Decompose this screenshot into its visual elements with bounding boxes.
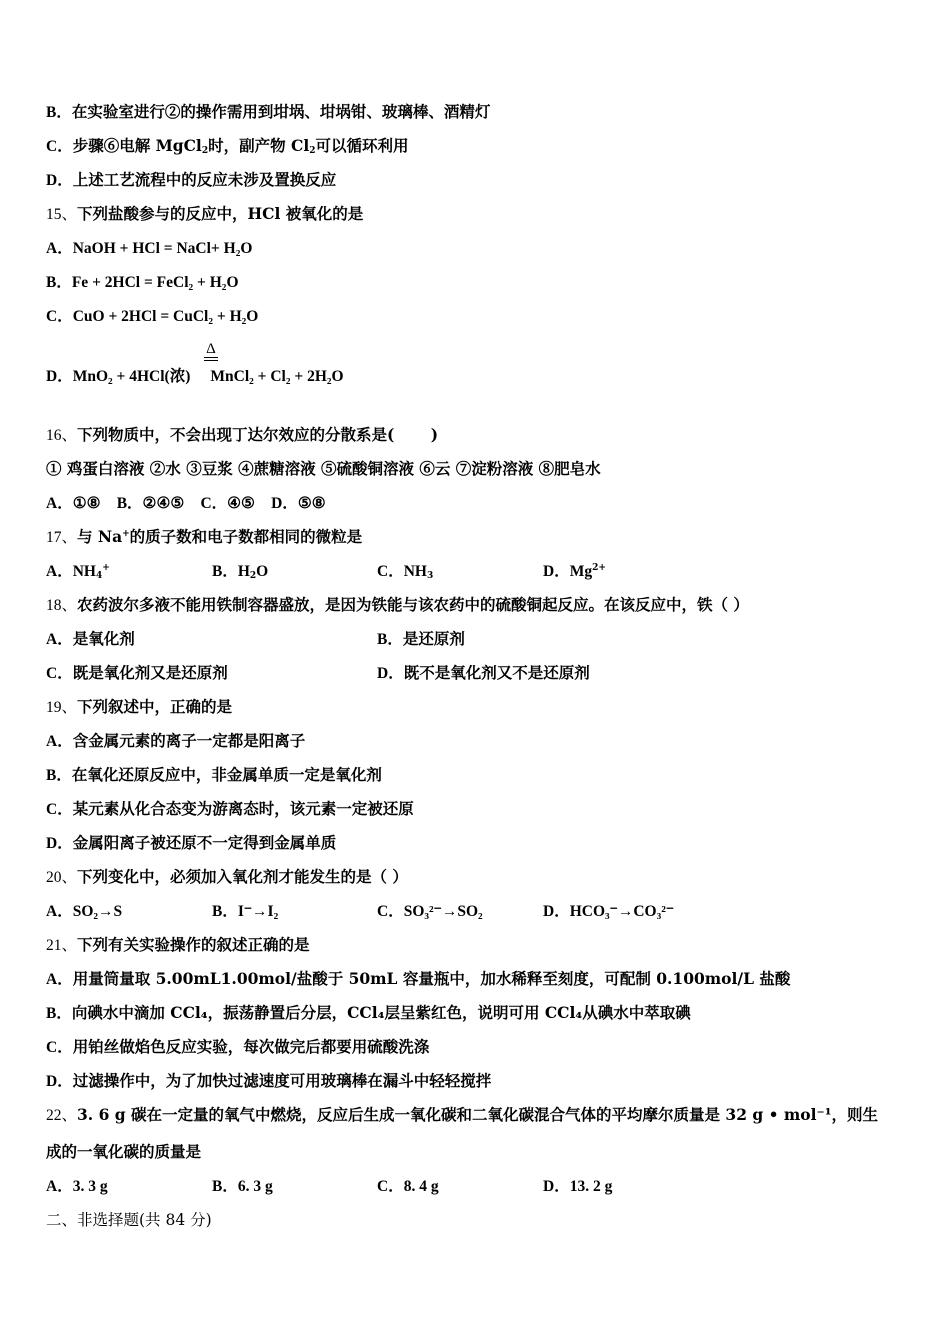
option-text: 3. 3 g — [72, 1178, 108, 1195]
section-heading — [46, 1210, 212, 1230]
q22-stem-line1 — [46, 1105, 878, 1126]
question-number: 17、 — [46, 529, 78, 546]
option-text: 步骤⑥电解 MgCl — [72, 136, 202, 155]
question-stem: 下列有关实验操作的叙述正确的是 — [77, 935, 310, 954]
question-number: 21、 — [46, 937, 78, 954]
q17-option-a — [46, 561, 110, 582]
q17-stem — [46, 527, 362, 548]
q18-option-c — [46, 663, 228, 684]
option-label: B． — [116, 495, 143, 512]
option-label: C． — [46, 665, 73, 682]
q18-stem — [46, 595, 749, 616]
q22-option-d — [543, 1176, 612, 1197]
q19-option-d — [46, 833, 336, 854]
option-text: 用量筒量取 5.00mL1.00mol/盐酸于 50mL 容量瓶中，加水稀释至刻度，可配制 0.100mol/L 盐酸 — [72, 969, 791, 988]
option-label: B． — [377, 631, 403, 648]
option-label: B． — [46, 274, 72, 291]
option-label: C． — [377, 1178, 404, 1195]
q15-option-a — [46, 238, 252, 259]
item-list: ① 鸡蛋白溶液 ②水 ③豆浆 ④蔗糖溶液 ⑤硫酸铜溶液 ⑥云 ⑦淀粉溶液 ⑧肥皂水 — [46, 459, 601, 478]
option-text: ⑤⑧ — [297, 493, 326, 512]
option-label: C． — [377, 563, 404, 580]
option-text: 在实验室进行②的操作需用到坩埚、坩埚钳、玻璃棒、酒精灯 — [71, 102, 491, 121]
q17-option-b — [212, 561, 268, 582]
option-label: D． — [543, 563, 570, 580]
option-text: 金属阳离子被还原不一定得到金属单质 — [72, 833, 337, 852]
q18-options-row2 — [46, 663, 906, 683]
q18-option-a — [46, 629, 135, 650]
option-label: A． — [46, 563, 73, 580]
option-label: A． — [46, 495, 73, 512]
q15-stem — [46, 204, 363, 225]
q22-option-a — [46, 1176, 108, 1197]
option-text: 过滤操作中，为了加快过滤速度可用玻璃棒在漏斗中轻轻搅拌 — [72, 1071, 492, 1090]
option-label: D． — [46, 835, 73, 852]
q14-option-d — [46, 170, 336, 191]
option-text: 13. 2 g — [569, 1178, 613, 1195]
q14-option-c — [46, 136, 409, 157]
q20-options — [46, 901, 906, 921]
formula: NH — [403, 563, 427, 580]
option-text: 可以循环利用 — [315, 136, 409, 155]
question-stem: 的质子数和电子数都相同的微粒是 — [129, 527, 363, 546]
q20-option-c — [377, 901, 483, 922]
formula: O — [256, 563, 269, 580]
delta-symbol: Δ — [206, 341, 216, 357]
q19-stem — [46, 697, 232, 718]
option-label: B． — [46, 767, 72, 784]
option-label: B． — [212, 903, 238, 920]
q15-option-c — [46, 306, 258, 327]
option-text: 既不是氧化剂又不是还原剂 — [403, 663, 590, 682]
heating-condition — [204, 342, 218, 361]
equation-left: MnO₂ + 4HCl(浓) — [72, 368, 191, 385]
q15-option-b — [46, 272, 239, 293]
option-label: A． — [46, 733, 73, 750]
question-stem: 下列盐酸参与的反应中，HCl 被氧化的是 — [77, 204, 364, 223]
option-text: CuO + 2HCl = CuCl₂ + H₂O — [72, 308, 259, 325]
option-text: HCO₃⁻→CO₃²⁻ — [569, 903, 675, 920]
option-label: D． — [543, 903, 570, 920]
q21-stem — [46, 935, 310, 956]
option-label: B． — [212, 1178, 238, 1195]
question-stem: 农药波尔多液不能用铁制容器盛放，是因为铁能与该农药中的硫酸铜起反应。在该反应中，铁（ ） — [77, 595, 749, 614]
subscript: 2 — [309, 146, 316, 156]
option-text: NaOH + HCl = NaCl+ H₂O — [72, 240, 253, 257]
q22-option-b — [212, 1176, 273, 1197]
question-number: 15、 — [46, 206, 78, 223]
option-label: C． — [46, 138, 73, 155]
option-text: 用铂丝做焰色反应实验，每次做完后都要用硫酸洗涤 — [72, 1037, 430, 1056]
subscript: 4 — [95, 571, 103, 581]
option-label: D． — [377, 665, 404, 682]
q15-option-d — [46, 366, 344, 387]
option-text: 是氧化剂 — [72, 629, 135, 648]
option-text: ②④⑤ — [142, 493, 185, 512]
q19-option-a — [46, 731, 305, 752]
q21-option-b — [46, 1003, 691, 1024]
q18-option-b — [377, 629, 465, 650]
option-text: ①⑧ — [72, 493, 101, 512]
option-label: A． — [46, 240, 73, 257]
option-label: D． — [271, 495, 298, 512]
option-label: A． — [46, 631, 73, 648]
q20-stem — [46, 867, 408, 888]
subscript: 3 — [426, 571, 434, 581]
question-stem: 下列物质中，不会出现丁达尔效应的分散系是( ) — [77, 425, 439, 444]
q20-option-b — [212, 901, 278, 922]
option-text: SO₃²⁻→SO₂ — [403, 903, 483, 920]
option-label: A． — [46, 1178, 73, 1195]
q19-option-b — [46, 765, 382, 786]
question-number: 18、 — [46, 597, 78, 614]
q16-items — [46, 459, 601, 479]
q17-option-d — [543, 561, 606, 582]
q22-stem-line2 — [46, 1142, 201, 1162]
option-text: I⁻→I₂ — [237, 903, 279, 920]
q21-option-d — [46, 1071, 491, 1092]
question-stem: 与 Na — [77, 527, 123, 546]
superscript: 2+ — [592, 563, 606, 573]
q20-option-d — [543, 901, 674, 922]
option-label: C． — [377, 903, 404, 920]
question-stem: 下列叙述中，正确的是 — [77, 697, 233, 716]
option-label: B． — [46, 104, 72, 121]
q18-option-d — [377, 663, 590, 684]
q22-option-c — [377, 1176, 439, 1197]
q21-option-a — [46, 969, 790, 990]
question-stem: 下列变化中，必须加入氧化剂才能发生的是（ ） — [77, 867, 408, 886]
formula: H — [237, 563, 250, 580]
option-label: D． — [543, 1178, 570, 1195]
option-text: 含金属元素的离子一定都是阳离子 — [72, 731, 306, 750]
option-text: 既是氧化剂又是还原剂 — [72, 663, 228, 682]
subscript: 2 — [201, 146, 209, 156]
option-text: 时，副产物 Cl — [208, 136, 310, 155]
q14-option-b — [46, 102, 490, 123]
subscript: 2 — [249, 571, 257, 581]
q21-option-c — [46, 1037, 429, 1058]
question-stem: 3. 6 g 碳在一定量的氧气中燃烧，反应后生成一氧化碳和二氧化碳混合气体的平均摩尔质量是 32 g • mol⁻¹，则生 — [77, 1105, 879, 1124]
option-label: D． — [46, 368, 73, 385]
question-number: 22、 — [46, 1107, 78, 1124]
option-label: A． — [46, 903, 73, 920]
section-title: 二、非选择题(共 84 分) — [46, 1211, 212, 1229]
option-text: 8. 4 g — [403, 1178, 439, 1195]
option-text: 是还原剂 — [402, 629, 465, 648]
question-number: 20、 — [46, 869, 78, 886]
superscript: + — [102, 563, 110, 573]
option-label: D． — [46, 172, 73, 189]
option-text: Fe + 2HCl = FeCl₂ + H₂O — [71, 274, 239, 291]
superscript: + — [122, 529, 130, 539]
q19-option-c — [46, 799, 414, 820]
option-text: 上述工艺流程中的反应未涉及置换反应 — [72, 170, 337, 189]
option-label: C． — [46, 308, 73, 325]
option-label: C． — [46, 801, 73, 818]
q16-options — [46, 493, 326, 514]
option-label: C． — [200, 495, 228, 512]
option-label: C． — [46, 1039, 73, 1056]
q20-option-a — [46, 901, 122, 922]
q22-options — [46, 1176, 906, 1196]
equals-bar — [204, 357, 218, 361]
q18-options-row1 — [46, 629, 906, 649]
q17-option-c — [377, 561, 433, 582]
question-number: 19、 — [46, 699, 78, 716]
option-label: B． — [46, 1005, 72, 1022]
option-text: 在氧化还原反应中，非金属单质一定是氧化剂 — [71, 765, 382, 784]
option-text: SO₂→S — [72, 903, 123, 920]
option-text: 向碘水中滴加 CCl₄，振荡静置后分层，CCl₄层呈紫红色，说明可用 CCl₄从碘水中萃取碘 — [71, 1003, 691, 1022]
option-text: 6. 3 g — [237, 1178, 273, 1195]
option-label: A． — [46, 971, 73, 988]
option-label: B． — [212, 563, 238, 580]
option-label: D． — [46, 1073, 73, 1090]
formula: Mg — [569, 563, 593, 580]
option-text: 某元素从化合态变为游离态时，该元素一定被还原 — [72, 799, 414, 818]
q17-options — [46, 561, 906, 581]
option-text: ④⑤ — [227, 493, 255, 512]
question-stem: 成的一氧化碳的质量是 — [46, 1142, 202, 1161]
equation-right: MnCl₂ + Cl₂ + 2H₂O — [210, 368, 344, 385]
question-number: 16、 — [46, 427, 78, 444]
q16-stem — [46, 425, 438, 446]
formula: NH — [72, 563, 96, 580]
